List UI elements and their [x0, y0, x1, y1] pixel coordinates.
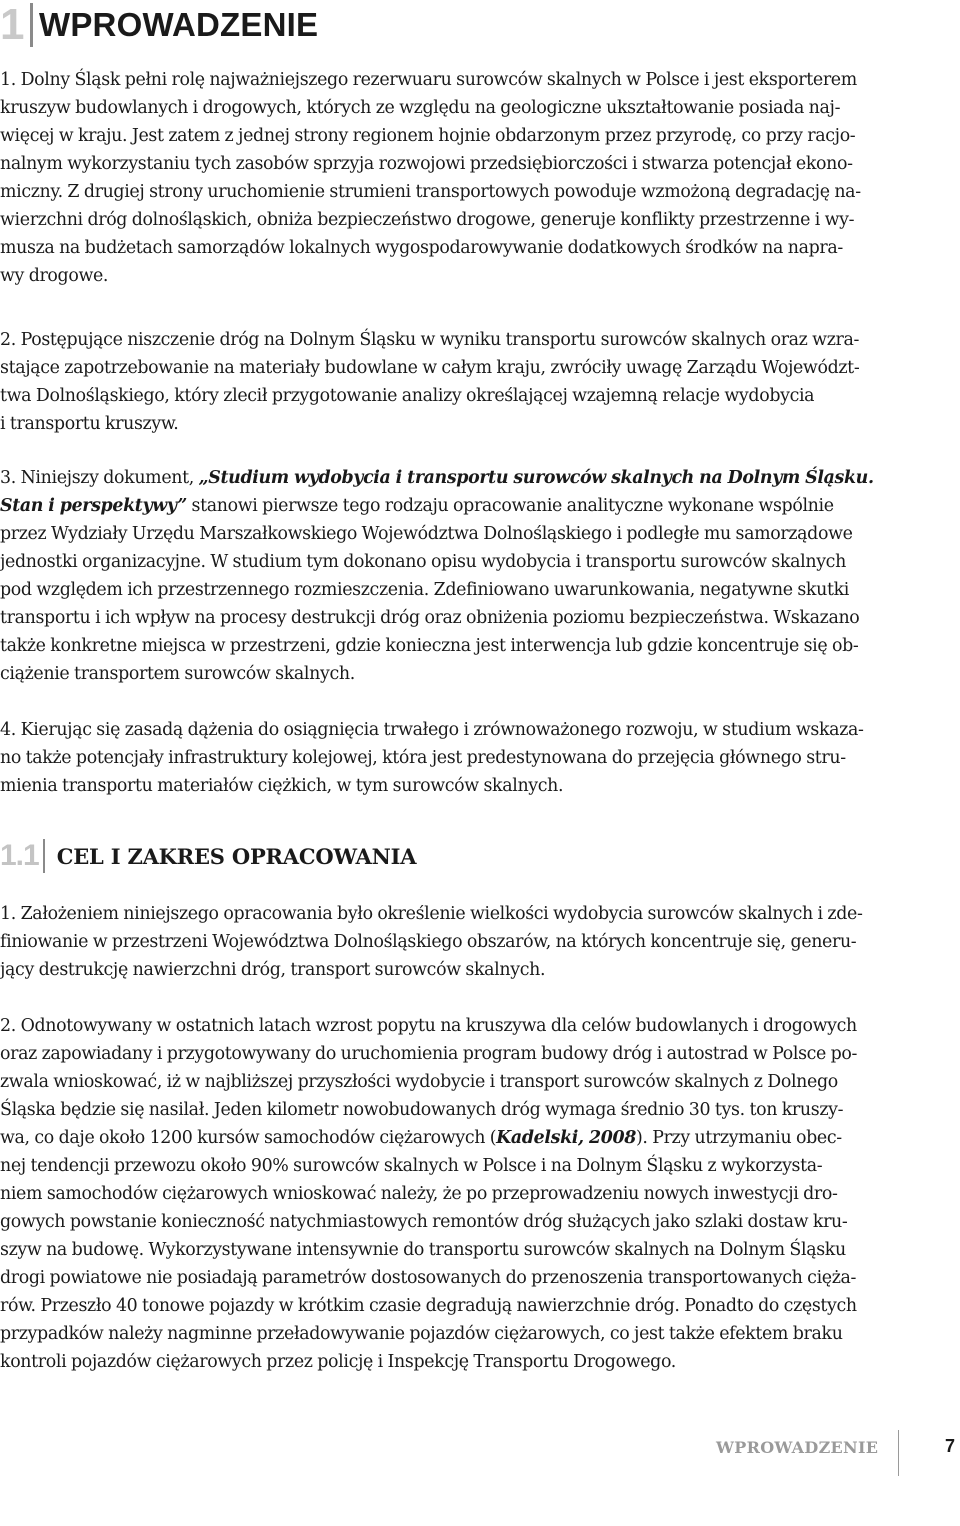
text-line: przez Wydziały Urzędu Marszałkowskiego Województwa Dolnośląskiego i podległe mu samorządowe	[0, 524, 853, 544]
text-line: Śląska będzie się nasilał. Jeden kilometr nowobudowanych dróg wymaga średnio 30 tys. ton kruszy-	[0, 1100, 844, 1120]
chapter-title: WPROWADZENIE	[39, 6, 319, 43]
section-title: CEL I ZAKRES OPRACOWANIA	[56, 843, 417, 869]
section-number: 1.1	[0, 839, 39, 872]
intro-paragraph-2	[0, 326, 952, 438]
text-line: twa Dolnośląskiego, który zlecił przygotowanie analizy określającej wzajemną relacje wydobycia	[0, 386, 815, 406]
text-line: stające zapotrzebowanie na materiały budowlane w całym kraju, zwróciły uwagę Zarządu Województ-	[0, 358, 860, 378]
citation: Kadelski, 2008	[496, 1128, 636, 1148]
text-line: rów. Przeszło 40 tonowe pojazdy w krótkim czasie degradują nawierzchnie dróg. Ponadto do częstych	[0, 1296, 857, 1316]
page-footer	[0, 1430, 960, 1470]
text-line: 3. Niniejszy dokument, „Studium wydobycia i transportu surowców skalnych na Dolnym Śląsku.	[0, 468, 874, 488]
intro-paragraph-4	[0, 716, 952, 800]
text-line: 4. Kierując się zasadą dążenia do osiągnięcia trwałego i zrównoważonego rozwoju, w studium wskaza-	[0, 720, 864, 740]
chapter-number: 1	[0, 0, 24, 49]
text-line: 1. Dolny Śląsk pełni rolę najważniejszego rezerwuaru surowców skalnych w Polsce i jest eksporterem	[0, 70, 857, 90]
chapter-divider	[30, 3, 33, 47]
text-line: no także potencjały infrastruktury kolejowej, która jest predestynowana do przejęcia głównego stru-	[0, 748, 846, 768]
study-subtitle: Stan i perspektywy”	[0, 496, 187, 516]
study-title: „Studium wydobycia i transportu surowców skalnych na Dolnym Śląsku.	[198, 468, 874, 488]
section-divider	[43, 839, 45, 873]
text-line: transportu i ich wpływ na procesy destrukcji dróg oraz obniżenia poziomu bezpieczeństwa. Wskazano	[0, 608, 860, 628]
text-line: także konkretne miejsca w przestrzeni, gdzie konieczna jest interwencja lub gdzie koncentruje się ob-	[0, 636, 859, 656]
text-line: mienia transportu materiałów ciężkich, w tym surowców skalnych.	[0, 776, 564, 796]
text-line: kruszyw budowlanych i drogowych, których ze względu na geologiczne ukształtowanie posiada naj-	[0, 98, 841, 118]
text-line: ciążenie transportem surowców skalnych.	[0, 664, 355, 684]
text-line: pod względem ich przestrzennego rozmieszczenia. Zdefiniowano uwarunkowania, negatywne skutki	[0, 580, 849, 600]
text-line: 1. Założeniem niniejszego opracowania było określenie wielkości wydobycia surowców skalnych i zde-	[0, 904, 863, 924]
text-line: jednostki organizacyjne. W studium tym dokonano opisu wydobycia i transportu surowców skalnych	[0, 552, 846, 572]
text-line: niem samochodów ciężarowych wnioskować należy, że po przeprowadzeniu nowych inwestycji dro-	[0, 1184, 838, 1204]
text-line: kontroli pojazdów ciężarowych przez policję i Inspekcję Transportu Drogowego.	[0, 1352, 676, 1372]
text-line: Stan i perspektywy” stanowi pierwsze tego rodzaju opracowanie analityczne wykonane wspólnie	[0, 496, 834, 516]
text-line: nalnym wykorzystaniu tych zasobów sprzyja rozwojowi przedsiębiorczości i stwarza potencjał ekono-	[0, 154, 853, 174]
footer-divider	[898, 1430, 899, 1476]
text-line: przypadków należy nagminne przeładowywanie pojazdów ciężarowych, co jest także efektem braku	[0, 1324, 843, 1344]
footer-section-label: WPROWADZENIE	[716, 1438, 879, 1457]
section-paragraph-1	[0, 900, 952, 984]
text-line: zwala wnioskować, iż w najbliższej przyszłości wydobycie i transport surowców skalnych z Dolnego	[0, 1072, 838, 1092]
text-line: wy drogowe.	[0, 266, 109, 286]
text-line: 2. Postępujące niszczenie dróg na Dolnym Śląsku w wyniku transportu surowców skalnych oraz wzra-	[0, 330, 860, 350]
text-line: musza na budżetach samorządów lokalnych wygospodarowywanie dodatkowych środków na napra-	[0, 238, 843, 258]
text-line: oraz zapowiadany i przygotowywany do uruchomienia program budowy dróg i autostrad w Polsce po-	[0, 1044, 858, 1064]
text-line: miczny. Z drugiej strony uruchomienie strumieni transportowych powoduje wzmożoną degradację na-	[0, 182, 861, 202]
text-line: finiowanie w przestrzeni Województwa Dolnośląskiego obszarów, na których koncentruje się, generu-	[0, 932, 857, 952]
section-paragraph-2	[0, 1012, 952, 1376]
text-line: wierzchni dróg dolnośląskich, obniża bezpieczeństwo drogowe, generuje konflikty przestrzenne i wy-	[0, 210, 855, 230]
text-line: szyw na budowę. Wykorzystywane intensywnie do transportu surowców skalnych na Dolnym Śląsku	[0, 1240, 846, 1260]
text-line: gowych powstanie konieczność natychmiastowych remontów dróg służących jako szlaki dostaw kru-	[0, 1212, 848, 1232]
text-line: 2. Odnotowywany w ostatnich latach wzrost popytu na kruszywa dla celów budowlanych i drogowych	[0, 1016, 857, 1036]
intro-paragraph-1	[0, 66, 952, 290]
text-line: i transportu kruszyw.	[0, 414, 179, 434]
text-line: jący destrukcję nawierzchni dróg, transport surowców skalnych.	[0, 960, 546, 980]
chapter-heading	[0, 0, 318, 50]
intro-paragraph-3	[0, 464, 952, 688]
text-line: więcej w kraju. Jest zatem z jednej strony regionem hojnie obdarzonym przez przyrodę, co przy racjo-	[0, 126, 856, 146]
section-heading	[0, 836, 416, 876]
text-line: nej tendencji przewozu około 90% surowców skalnych w Polsce i na Dolnym Śląsku z wykorzysta-	[0, 1156, 823, 1176]
text-line: drogi powiatowe nie posiadają parametrów dostosowanych do przenoszenia transportowanych cięża-	[0, 1268, 857, 1288]
text-line: wa, co daje około 1200 kursów samochodów ciężarowych (Kadelski, 2008). Przy utrzymaniu obec-	[0, 1128, 842, 1148]
page-number: 7	[945, 1436, 956, 1456]
